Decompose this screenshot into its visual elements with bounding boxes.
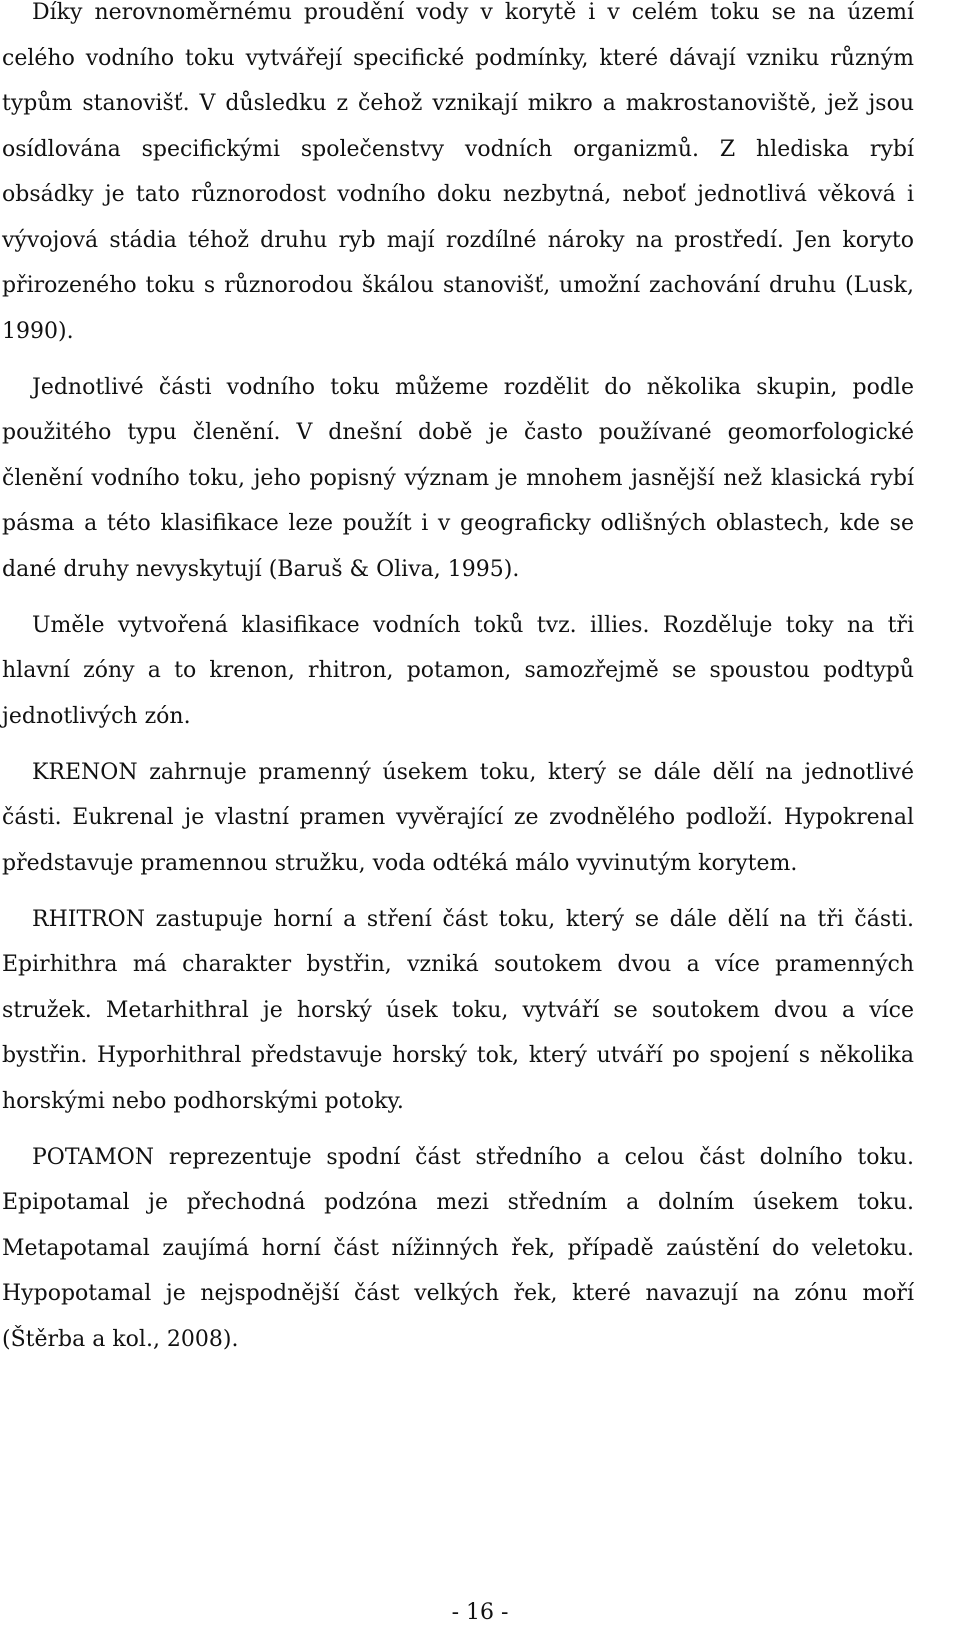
paragraph-habitats: Díky nerovnoměrnému proudění vody v korytě i v celém toku se na území celého vodního toku vytvářejí specifické podmínky, které dávají vzniku různým typům stanovišť. V důsledku z čehož vznikají mikro a makrostanoviště, jež jsou osídlována specifickými společenstvy vodních organizmů. Z hlediska rybí obsádky je tato různorodost vodního doku nezbytná, neboť jednotlivá věková i vývojová stádia téhož druhu ryb mají rozdílné nároky na prostředí. Jen koryto přirozeného toku s různorodou škálou stanovišť, umožní zachování druhu (Lusk, 1990). bbox=[2, 0, 914, 344]
page-number: - 16 - bbox=[451, 1600, 509, 1625]
paragraph-rhitron: RHITRON zastupuje horní a stření část toku, který se dále dělí na tři části. Epirhithra má charakter bystřin, vzniká soutokem dvou a více pramenných stružek. Metarhithral je horský úsek toku, vytváří se soutokem dvou a více bystřin. Hyporhithral představuje horský tok, který utváří po spojení s několika horskými nebo podhorskými potoky. bbox=[2, 906, 914, 1114]
paragraph-illies: Uměle vytvořená klasifikace vodních toků tvz. illies. Rozděluje toky na tři hlavní zóny a to krenon, rhitron, potamon, samozřejmě se spoustou podtypů jednotlivých zón. bbox=[2, 612, 914, 729]
body-text bbox=[2, 0, 914, 1373]
paragraph-classification: Jednotlivé části vodního toku můžeme rozdělit do několika skupin, podle použitého typu členění. V dnešní době je často používané geomorfologické členění vodního toku, jeho popisný význam je mnohem jasnější než klasická rybí pásma a této klasifikace leze použít i v geograficky odlišných oblastech, kde se dané druhy nevyskytují (Baruš & Oliva, 1995). bbox=[2, 374, 914, 582]
paragraph-potamon: POTAMON reprezentuje spodní část středního a celou část dolního toku. Epipotamal je přechodná podzóna mezi středním a dolním úsekem toku. Metapotamal zaujímá horní část nížinných řek, případě zaústění do veletoku. Hypopotamal je nejspodnější část velkých řek, které navazují na zónu moří (Štěrba a kol., 2008). bbox=[2, 1144, 914, 1352]
paragraph-krenon: KRENON zahrnuje pramenný úsekem toku, který se dále dělí na jednotlivé části. Eukrenal je vlastní pramen vyvěrající ze zvodnělého podloží. Hypokrenal představuje pramennou stružku, voda odtéká málo vyvinutým korytem. bbox=[2, 759, 914, 876]
